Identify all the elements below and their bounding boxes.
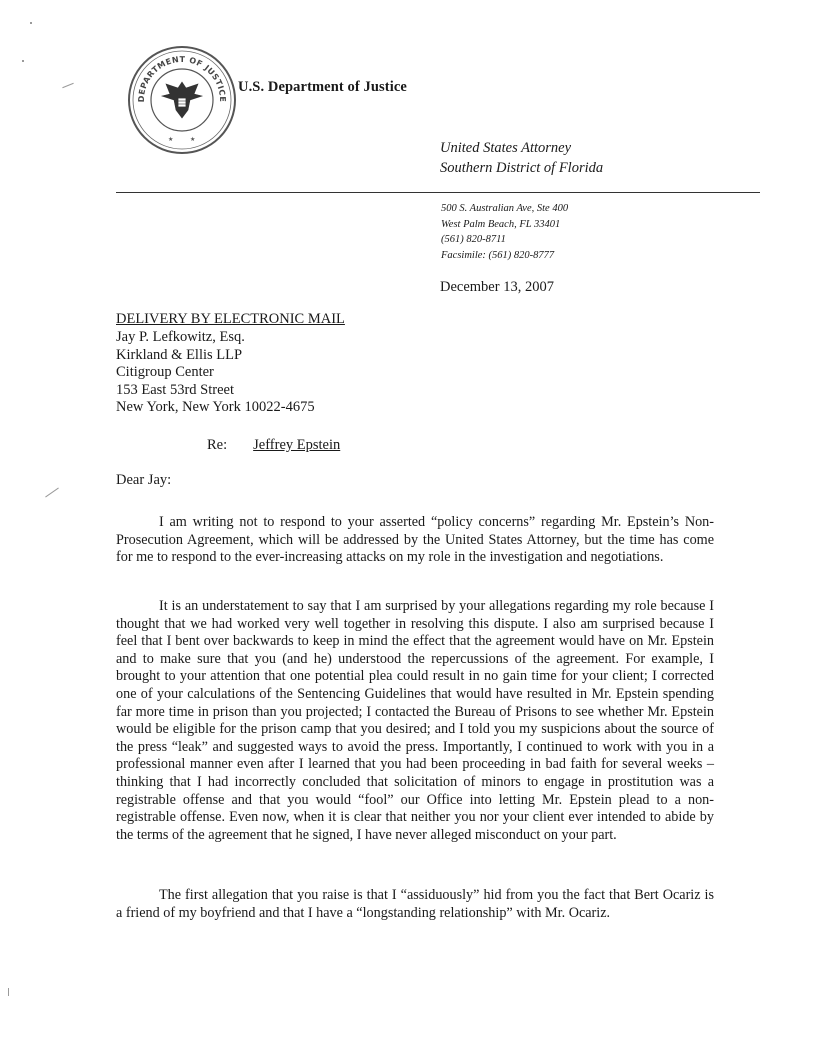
header-divider xyxy=(116,192,760,193)
svg-text:DEPARTMENT OF JUSTICE: DEPARTMENT OF JUSTICE xyxy=(136,54,228,103)
scan-mark xyxy=(62,83,74,88)
svg-text:★: ★ xyxy=(190,136,196,143)
eagle-icon xyxy=(162,82,202,118)
office-block xyxy=(440,138,603,178)
re-line xyxy=(207,437,340,454)
recipient-block xyxy=(116,329,315,417)
recipient-street: 153 East 53rd Street xyxy=(116,381,234,398)
re-label: Re: xyxy=(207,437,228,453)
recipient-city: New York, New York 10022-4675 xyxy=(116,399,315,415)
office-district: Southern District of Florida xyxy=(440,160,604,176)
office-address xyxy=(441,201,568,263)
recipient-building: Citigroup Center xyxy=(116,364,214,380)
scan-mark xyxy=(22,60,24,62)
address-street: 500 S. Australian Ave, Ste 400 xyxy=(441,203,569,214)
body-paragraph: It is an understatement to say that I am surprised by your allegations regarding my role because I thought that we had worked very well together in resolving this dispute. I also am surprised because I feel that I bent over backwards to keep in mind the effect that the agreement would have on Mr. Epstein and to make sure that you (and he) understood the repercussions of the agreement. For example, I brought to your attention that one potential plea could result in no gain time for your client; I corrected one of your calculations of the Sentencing Guidelines that would have resulted in Mr. Epstein spending far more time in prison than you projected; I contacted the Bureau of Prisons to see whether Mr. Epstein would be eligible for the prison camp that you desired; and I told you my suspicions about the source of the press “leak” and suggested ways to avoid the press. Importantly, I continued to work with you in a professional manner even after I learned that you had been proceeding in bad faith for several weeks – thinking that I had incorrectly concluded that solicitation of minors to engage in prostitution was a registrable offense and that you would “fool” our Office into letting Mr. Epstein plead to a non-registrable offense. Even now, when it is clear that neither you nor your client ever intended to abide by the terms of the agreement that he signed, I have never alleged misconduct on your part. xyxy=(116,598,714,843)
salutation: Dear Jay: xyxy=(116,472,172,488)
recipient-firm: Kirkland & Ellis LLP xyxy=(116,346,243,363)
svg-text:★: ★ xyxy=(168,136,174,143)
scan-mark xyxy=(30,22,32,24)
scan-mark xyxy=(8,988,9,996)
address-phone: (561) 820-8711 xyxy=(441,234,506,245)
department-name: U.S. Department of Justice xyxy=(238,79,407,95)
office-title: United States Attorney xyxy=(440,140,572,156)
doj-seal-icon xyxy=(126,44,238,156)
body-paragraph: I am writing not to respond to your asserted “policy concerns” regarding Mr. Epstein’s Non-Prosecution Agreement, which will be addressed by the United States Attorney, but the time has come for me to respond to the ever-increasing attacks on my role in the investigation and negotiations. xyxy=(116,514,714,566)
address-fax: Facsimile: (561) 820-8777 xyxy=(441,249,555,261)
recipient-name: Jay P. Lefkowitz, Esq. xyxy=(116,329,245,345)
address-city: West Palm Beach, FL 33401 xyxy=(441,218,561,230)
body-paragraph: The first allegation that you raise is that I “assiduously” hid from you the fact that Bert Ocariz is a friend of my boyfriend and that I have a “longstanding relationship” with Mr. Ocariz. xyxy=(116,887,714,921)
re-subject: Jeffrey Epstein xyxy=(253,437,341,453)
scan-mark xyxy=(45,488,59,498)
delivery-method: DELIVERY BY ELECTRONIC MAIL xyxy=(116,311,345,327)
letter-date: December 13, 2007 xyxy=(440,279,554,295)
